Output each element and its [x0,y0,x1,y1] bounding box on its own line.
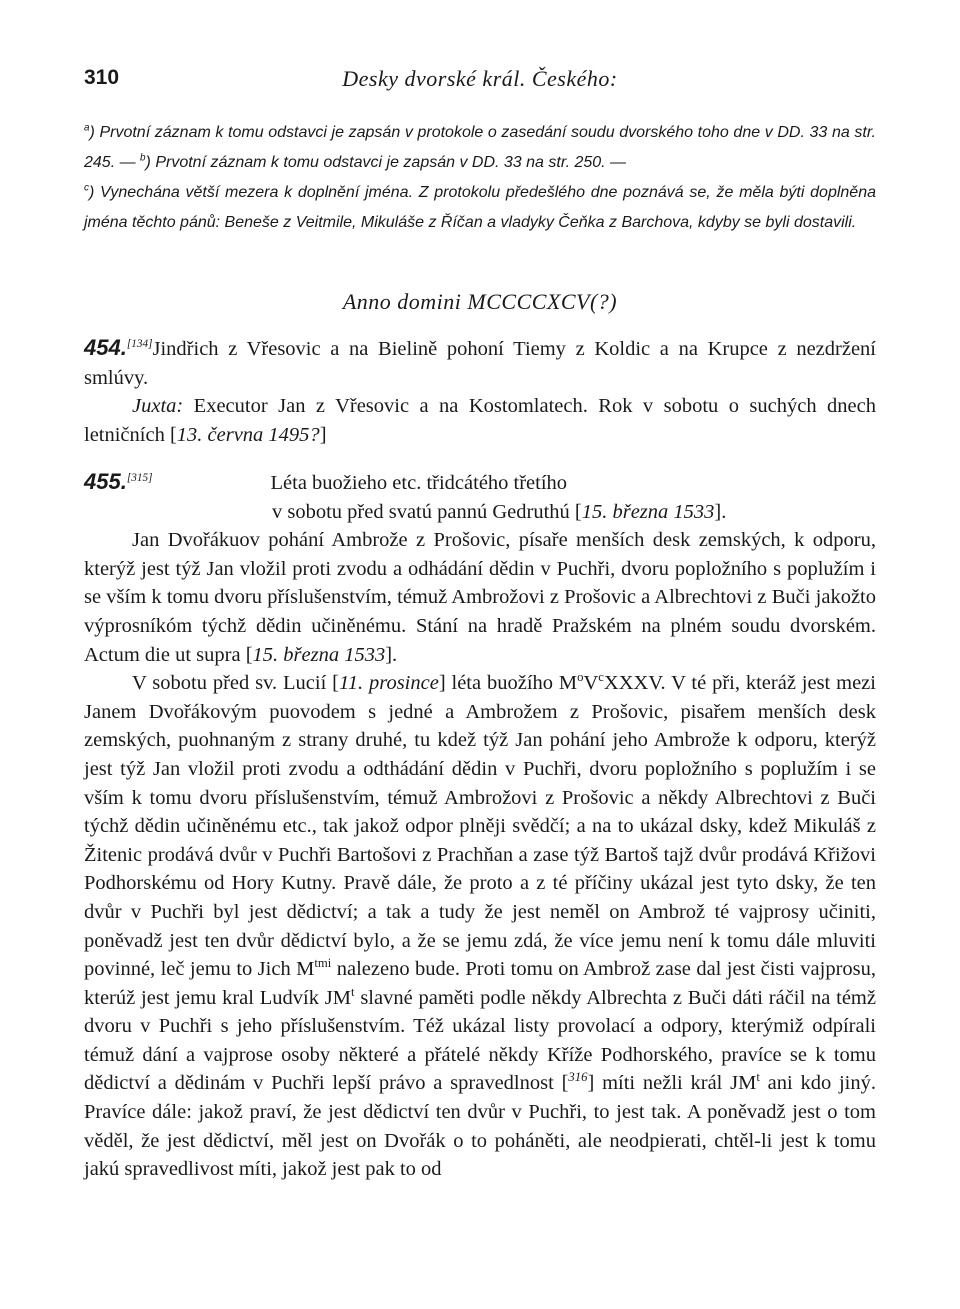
entry-455-date: 15. března 1533 [581,500,715,523]
sup-tmi: tmi [314,956,332,971]
paragraph-2-e: nalezeno bude. Proti tomu on Ambrož zase dal jest čisti vajprosu, kterúž jest jemu kral Ludvík JM [84,958,876,1009]
sup-t-1: t [350,984,355,999]
sup-o: o [577,670,584,685]
footnote-c: ) Vynechána větší mezera k doplnění jména. Z protokolu předešlého dne poznává se, že měla býti doplněna jména těchto pánů: Beneše z Veitmile, Mikuláše z Říčan a vladyky Čeňka z Barchova, kdyby se byli dostavili. [84,184,876,231]
sup-t-2: t [756,1070,760,1085]
paragraph-2-a: V sobotu před sv. Lucií [ [132,672,339,695]
entry-454-executor: Executor Jan z Vřesovic a na Kostomlatech. Rok v sobotu o suchých dnech letničních [ [84,395,876,446]
footnote-b: ) Prvotní záznam k tomu odstavci je zapsán v DD. 33 na str. 250. — [145,154,627,171]
year-heading: Anno domini MCCCCXCV(?) [342,289,618,314]
entry-454-juxta [84,392,876,449]
entry-454-close: ] [319,423,327,446]
running-title: Desky dvorské král. Českého: [342,66,618,91]
entry-454-number: 454. [84,335,127,360]
paragraph-2-date: 11. prosince [339,672,439,695]
entry-454-text [84,334,876,392]
entry-455-date-close: ]. [714,500,727,523]
paragraph-2-h: ani kdo jiný. Pravíce dále: jakož praví, že jest dědictví ten dvůr v Puchři, to jest tak. A poněvadž jest o tom věděl, že jest dědictví, měl jest on Dvořák o to poháněti, ale neodpierati, chtěl-li jest k tomu jakú spravedlivost míti, jakož jest pak to od [84,1072,877,1181]
entry-455 [84,468,876,1184]
entry-455-date-line [84,498,876,527]
paragraph-2-f: slavné paměti podle někdy Albrechta z Buči dáti ráčil na témž dvoru v Puchři s jeho příslušenstvím. Též ukázal listy provolací a odpory, kterýmiž odpírali témuž dání a vajprose osoby některé a přátelé někdy Kříže Podhorského, pravíce se k tomu dědictví a dědinám v Puchři lepší právo a spravedlnost [ [84,986,876,1095]
footnote-block [84,118,876,238]
sup-c: c [598,670,604,685]
footnote-mark-c: c [84,182,89,194]
footnote-a: ) Prvotní záznam k tomu odstavci je zapsán v protokole o zasedání soudu dvorského toho dne v DD. 33 na str. 245. — [84,124,876,171]
page-header [84,66,876,102]
paragraph-2-b: ] léta buožího M [438,672,578,695]
entry-455-number: 455. [84,469,127,494]
entry-454-summons: Jindřich z Vřesovic a na Bielině pohoní Tiemy z Koldic a na Krupce z nezdržení smlúvy. [84,338,876,389]
paragraph-2-c: V [583,672,599,695]
page-number: 310 [84,66,120,89]
paragraph-2-g: ] míti nežli král JM [587,1072,757,1095]
footnotes [84,118,876,238]
paragraph-1-text: Jan Dvořákuov pohání Ambrože z Prošovic, písaře menších desk zemských, k odporu, kterýž jest týž Jan vložil proti zvodu a odhádání dědin v Puchři, dvoru popložního s poplužím i se vším k tomu dvoru příslušenstvím, témuž Ambrožovi z Prošovic a Albrechtovi z Buči jakožto výprosníkóm týchž dědin učiněnému. Stání na hradě Pražském na plném soudu dvorském. Actum die ut supra [ [84,529,876,666]
entry-455-paragraph-2 [84,669,876,1184]
entry-454-ref: [134] [126,338,153,351]
footnote-mark-a: a [84,122,90,134]
paragraph-1-date: 15. března 1533 [252,643,386,666]
juxta-label: Juxta: [132,395,184,418]
entry-455-year-line: Léta buožieho etc. třidcátého třetího [270,472,568,494]
paragraph-1-close: ]. [385,643,398,666]
paragraph-2-d: XXXV. V té při, kteráž jest mezi Janem Dvořákovým puovodem s jedné a Ambrožem z Prošovic, pisařem menších desk zemských, puohnaným z strany druhé, tu kdež týž Jan pohání jeho Ambrože k odporu, kterýž jest týž Jan vložil proti zvodu a odthádání dědin v Puchři, dvoru popložního s poplužím i se vším k tomu dvoru příslušenstvím, témuž Ambrožovi z Prošovic a někdy Albrechtovi z Buči týchž dědin učiněnému etc., tak jakož odpor plněji svědčí; a na to ukázal dsky, kdež Mikuláš z Žitenic prodává dvůr v Puchři Bartošovi z Prachňan a zase týž Bartoš tajž dvůr prodává Křižovi Podhorskému od Hory Kutny. Pravě dále, že proto a z té příčiny ukázal jest tyto dsky, že ten dvůr v Puchři byl jest dědictví; a tak a tudy že jest neměl on Ambrož té vajprosy učiniti, poněvadž jest ten dvůr dědictví bylo, a že se jemu zdá, že více jemu není k tomu dále mluviti povinné, leč jemu to Jich M [84,672,876,981]
entry-454 [84,334,876,449]
entry-455-heading [84,468,876,498]
entry-455-paragraph-1 [84,526,876,669]
entry-455-date-text: v sobotu před svatú pannú Gedruthú [ [272,500,582,523]
entry-454-date: 13. června 1495? [176,423,320,446]
footnote-mark-b: b [140,152,146,164]
page-ref-316: 316 [568,1070,588,1085]
entry-455-ref: [315] [126,472,153,485]
